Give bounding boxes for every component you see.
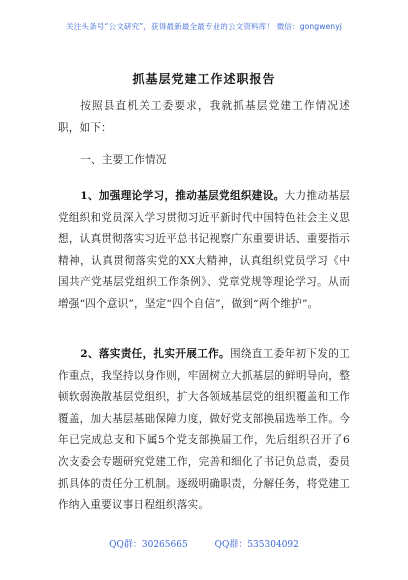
item-2-lead: 2、落实责任，扎实开展工作。 xyxy=(80,348,230,360)
paragraph-item-1-body xyxy=(58,186,350,316)
item-1-text: 大力推动基层党组织和党员深入学习贯彻习近平新时代中国特色社会主义思想，认真贯彻落实习近平总书记视察广东重要讲话、重要指示精神，认真贯彻落实党的XX大精神，认真组织党员学习《中国共产党基层党组织工作条例》、党章党规等理论学习。从而增强“四个意识”，坚定“四个自信”，做到“两个维护”。 xyxy=(58,190,351,310)
section-heading-block xyxy=(58,150,350,172)
item-2-text: 围绕直工委年初下发的工作重点，我坚持以身作则，牢固树立大抓基层的鲜明导向，整顿软弱涣散基层党组织，扩大各领域基层党的组织覆盖和工作覆盖，加大基层基础保障力度，做好党支部换届选举工作。今年已完成总支和下属5个党支部换届工作，先后组织召开了6次支委会专题研究党建工作，完善和细化了书记负总责，委员抓具体的责任分工机制。逐级明确职责，分解任务，将党建工作纳入重要议事日程组织落实。 xyxy=(58,348,351,512)
section-heading: 一、主要工作情况 xyxy=(80,154,167,166)
document-title: 抓基层党建工作述职报告 xyxy=(132,72,276,86)
footer-qq-group-2: QQ群：535304092 xyxy=(214,540,299,550)
footer-qq-groups xyxy=(0,537,408,550)
paragraph-item-1 xyxy=(58,186,350,316)
intro-paragraph xyxy=(58,96,350,139)
intro-text: 按照县直机关工委要求，我就抓基层党建工作情况述职，如下： xyxy=(58,100,350,134)
header-banner: 关注头条号“公文研究”，获得最新最全最专业的公文资料库！ 微信：gongwenyj xyxy=(66,22,342,31)
paragraph-item-2-body xyxy=(58,344,350,517)
footer-qq-group-1: QQ群：30265665 xyxy=(109,540,188,550)
item-1-lead: 1、加强理论学习，推动基层党组织建设。 xyxy=(80,190,285,202)
paragraph-item-2 xyxy=(58,344,350,517)
